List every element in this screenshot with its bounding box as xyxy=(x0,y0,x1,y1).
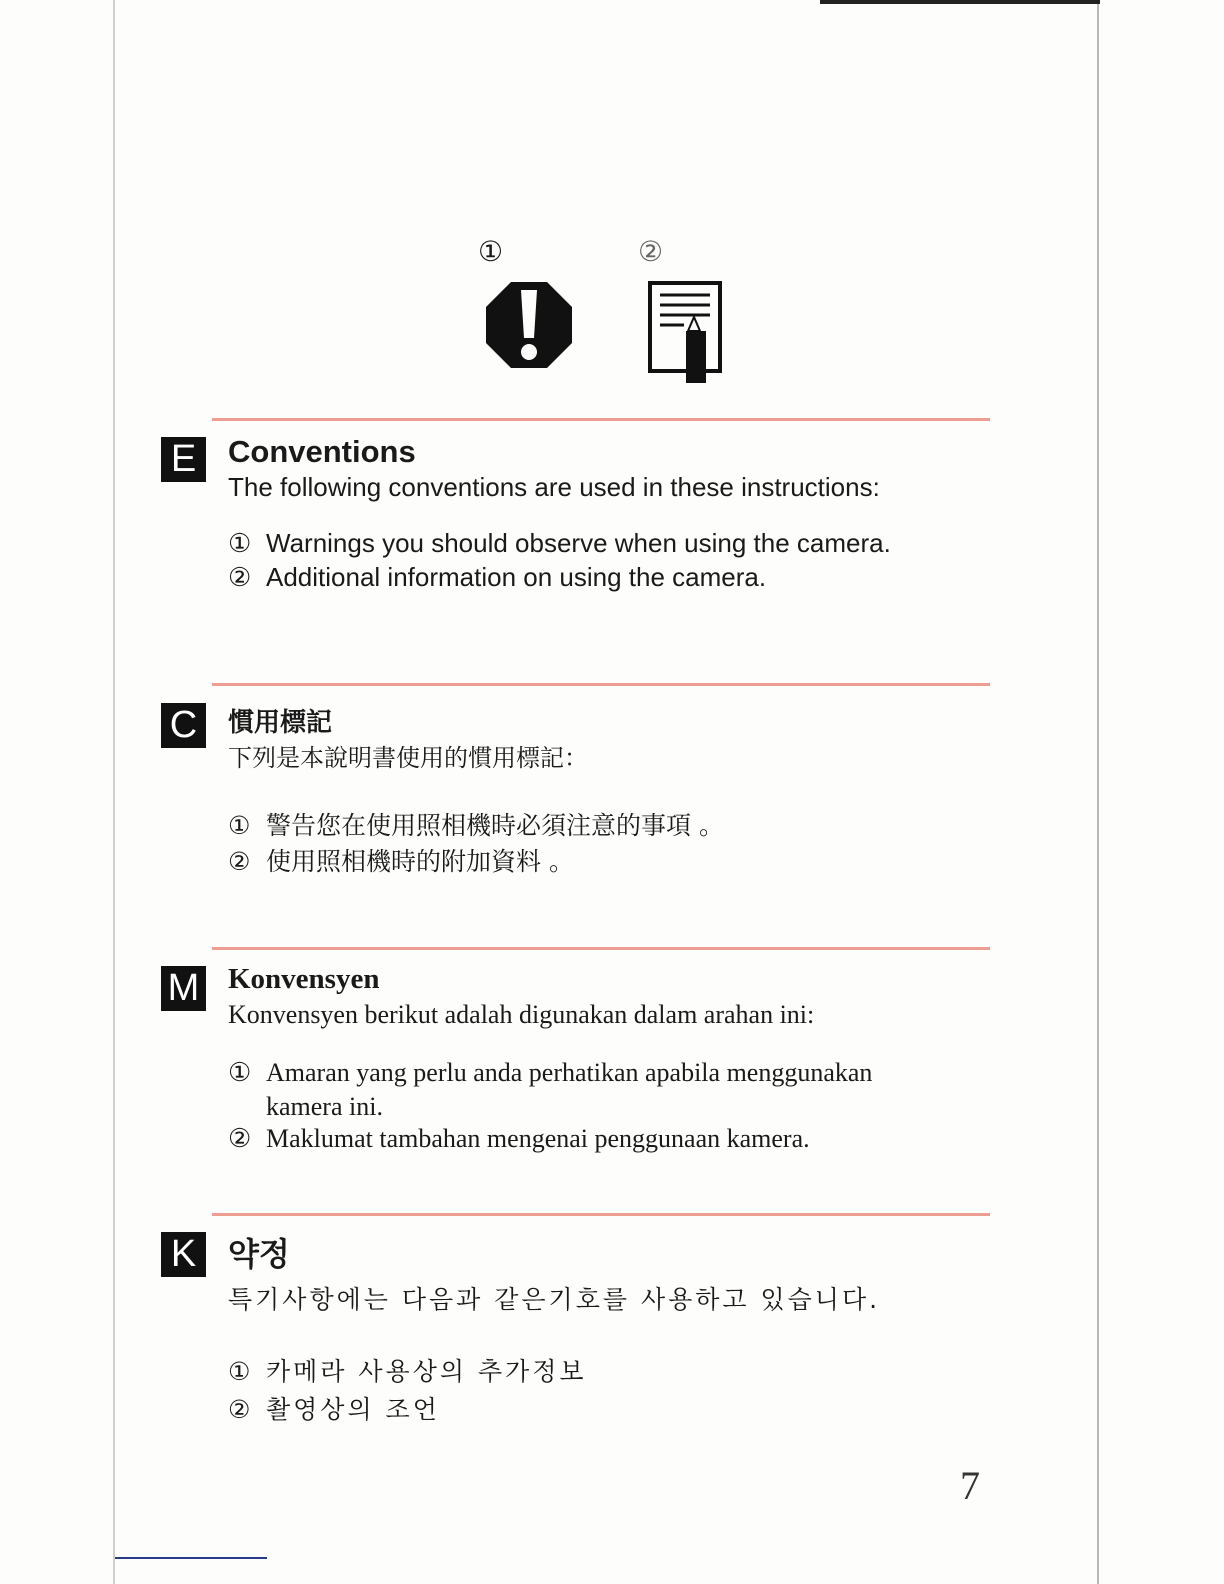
item-text-continued: kamera ini. xyxy=(266,1092,383,1121)
section-intro-chinese: 下列是本說明書使用的慣用標記： xyxy=(228,744,588,772)
top-rule xyxy=(820,0,1100,4)
list-item xyxy=(228,528,891,559)
item-text: Maklumat tambahan mengenai penggunaan kamera. xyxy=(266,1124,810,1153)
page-number: 7 xyxy=(960,1463,980,1508)
section-title-korean: 약정 xyxy=(228,1235,290,1273)
item-marker: ① xyxy=(228,528,252,558)
page-edge-right xyxy=(1097,0,1099,1584)
list-item xyxy=(228,1124,810,1154)
exclamation-warning-icon xyxy=(486,282,572,368)
item-marker: ② xyxy=(228,1395,254,1424)
section-intro-english: The following conventions are used in these instructions: xyxy=(228,472,880,502)
memo-pencil-icon xyxy=(648,281,724,385)
item-text: 使用照相機時的附加資料 。 xyxy=(266,847,574,876)
item-text: 警告您在使用照相機時必須注意的事項 。 xyxy=(266,811,724,840)
list-item xyxy=(228,842,574,878)
item-text: 카메라 사용상의 추가정보 xyxy=(266,1357,587,1386)
list-item xyxy=(228,1390,440,1426)
section-divider xyxy=(212,947,990,950)
item-marker: ② xyxy=(228,1124,252,1153)
section-intro-korean: 특기사항에는 다음과 같은기호를 사용하고 있습니다. xyxy=(228,1285,881,1314)
language-badge-e: E xyxy=(161,437,206,482)
item-text: Warnings you should observe when using the camera. xyxy=(266,528,891,558)
language-badge-m: M xyxy=(161,966,206,1011)
item-text: Amaran yang perlu anda perhatikan apabila menggunakan xyxy=(266,1058,873,1087)
item-marker: ① xyxy=(228,1357,254,1386)
item-text: 촬영상의 조언 xyxy=(266,1395,440,1424)
list-item xyxy=(228,562,766,593)
item-marker: ① xyxy=(228,811,251,840)
icon-number-2: ② xyxy=(638,236,664,267)
list-item xyxy=(228,1352,587,1388)
list-item xyxy=(228,806,724,842)
icon-number-1: ① xyxy=(478,236,504,267)
list-item xyxy=(228,1056,872,1124)
section-title-malay: Konvensyen xyxy=(228,963,380,995)
language-badge-k: K xyxy=(161,1232,206,1277)
section-divider xyxy=(212,1213,990,1216)
section-divider xyxy=(212,683,990,686)
section-title-english: Conventions xyxy=(228,434,416,469)
language-badge-c: C xyxy=(161,703,206,748)
item-marker: ① xyxy=(228,1058,252,1087)
section-intro-malay: Konvensyen berikut adalah digunakan dalam arahan ini: xyxy=(228,1000,815,1029)
item-text: Additional information on using the camera. xyxy=(266,562,767,592)
section-divider xyxy=(212,418,990,421)
item-marker: ② xyxy=(228,562,252,592)
page-edge-left xyxy=(113,0,115,1584)
section-title-chinese: 慣用標記 xyxy=(228,708,333,738)
item-marker: ② xyxy=(228,847,251,876)
bottom-rule xyxy=(115,1557,267,1559)
